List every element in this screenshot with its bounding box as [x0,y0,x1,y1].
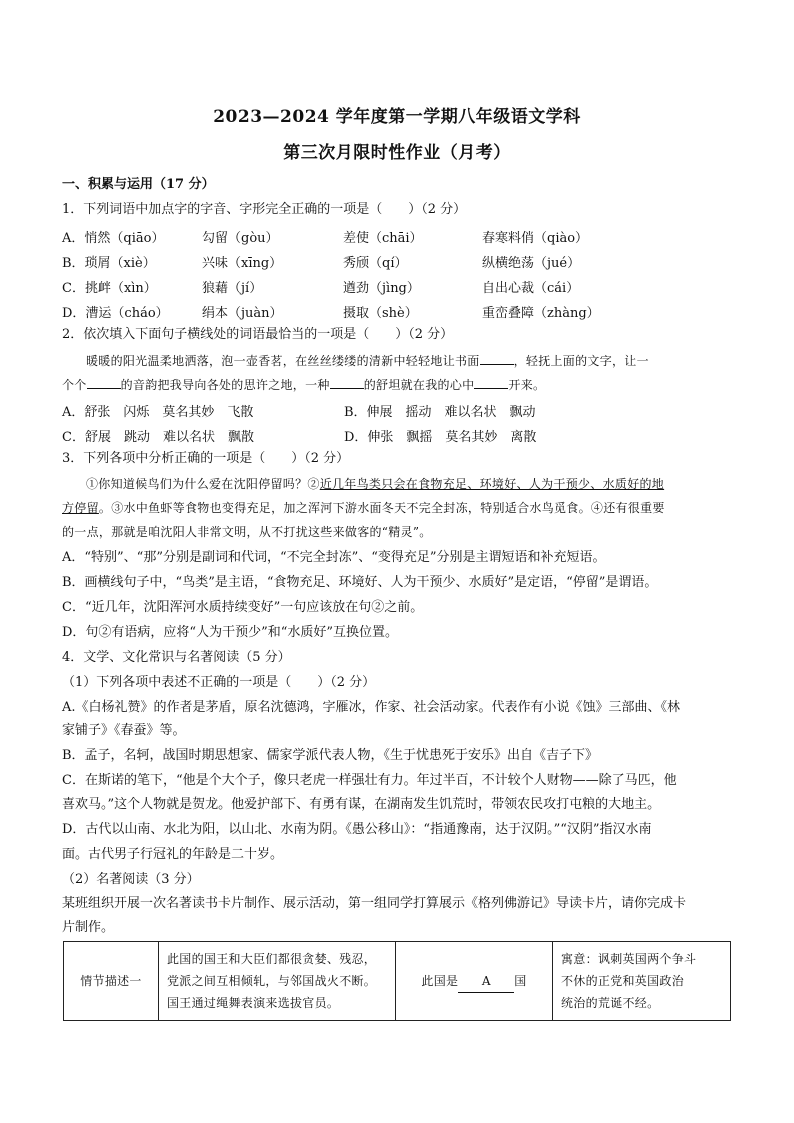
question-3-option-b: B．画横线句子中，“鸟类”是主语，“食物充足、环境好、人为干预少、水质好”是定语，“停留”是谓语。 [62,575,658,590]
passage-text: 的音韵把我导向各处的思许之地，一种 [120,378,330,392]
option-word: 纵横绝荡（jué） [482,256,581,271]
fill-blank [87,376,121,389]
passage-text: 。③水中鱼虾等食物也变得充足，加之浑河下游水面冬天不完全封冻，特别适合水鸟觅食。④还有很重要 [98,501,665,515]
question-2-passage-line2 [62,376,734,393]
question-1-stem: 1．下列词语中加点字的字音、字形完全正确的一项是（ ）（2 分） [62,202,467,217]
question-4-sub2: （2）名著阅读（3 分） [62,872,200,887]
question-4-option-a-line1: A.《白杨礼赞》的作者是茅盾，原名沈德鸿，字雁冰，作家、社会活动家。代表作有小说《蚀》三部曲、《林 [62,700,681,715]
exam-title-line2: 第三次月限时性作业（月考） [283,143,511,163]
option-word: 遒劲（jìng） [343,281,420,296]
question-2-passage-line1 [62,352,734,369]
question-3-stem: 3．下列各项中分析正确的一项是（ ）（2 分） [62,451,350,466]
question-4-option-b: B．孟子，名轲，战国时期思想家、儒家学派代表人物，《生于忧患死于安乐》出自《吉子下》 [62,748,599,763]
option-word: B．琐屑（xiè） [62,256,156,271]
option-d: D．伸张 飘摇 莫名其妙 离散 [344,430,537,445]
passage-text: 的舒坦就在我的心中 [363,378,475,392]
question-3-passage-line3: 的一点，那就是咱沈阳人非常文明，从不打扰这些来做客的“精灵”。 [62,525,432,539]
passage-text: 个个 [62,378,87,392]
option-word: 秀颀（qí） [343,256,408,271]
question-4-option-c-line2: 喜欢马。”这个人物就是贺龙。他爱护部下、有勇有谋，在湖南发生饥荒时，带领农民攻打屯粮的大地主。 [62,797,661,812]
question-2-stem: 2．依次填入下面句子横线处的词语最恰当的一项是（ ）（2 分） [62,327,454,342]
meaning-line: 统治的荒诞不经。 [561,996,660,1010]
section-heading: 一、积累与运用（17 分） [62,177,215,192]
question-4-option-c-line1: C．在斯诺的笔下，“他是个大个子，像只老虎一样强壮有力。年过半百，不计较个人财物——除了马匹，他 [62,773,677,788]
fill-blank [330,376,364,389]
question-2-options-row2 [62,426,734,445]
question-1-option-d [62,302,734,321]
option-word: 差使（chāi） [343,231,423,246]
fill-blank [480,352,514,365]
passage-text: ，轻抚上面的文字，让一 [513,354,649,368]
option-c: C．舒展 跳动 难以名状 飘散 [62,430,254,445]
question-1-option-b [62,252,734,271]
reading-card-table [63,941,731,1021]
option-word: 摄取（shè） [343,306,418,321]
fill-blank [474,376,508,389]
option-word: D．漕运（cháo） [62,306,169,321]
passage-text: ①你知道候鸟们为什么爱在沈阳停留吗？② [86,477,320,491]
option-word: 狼藉（jí） [202,281,263,296]
plot-description-line: 党派之间互相倾轧，与邻国战火不断。 [167,974,377,988]
option-word: 勾留（gòu） [202,231,279,246]
answer-blank-a: A [458,970,514,993]
question-4-intro-line2: 片制作。 [62,920,115,935]
meaning-line: 寓意：讽刺英国两个争斗 [561,952,697,966]
answer-suffix: 国 [514,973,527,988]
question-3-passage-line2 [62,500,734,516]
option-word: 自出心裁（cái） [482,281,580,296]
passage-text: 开来。 [508,378,546,392]
question-3-option-a: A．“特别”、“那”分别是副词和代词，“不完全封冻”、“变得充足”分别是主谓短语和补充短语。 [62,550,606,565]
option-word: 重峦叠障（zhàng） [482,306,600,321]
underlined-sentence: 近几年鸟类只会在食物充足、环境好、人为干预少、水质好的地 [319,477,665,491]
option-word: A．悄然（qiāo） [62,231,165,246]
passage-text: 暖暖的阳光温柔地洒落，泡一壶香茗，在丝丝缕缕的清新中轻轻地让书面 [86,354,480,368]
question-2-options-row1 [62,401,734,420]
meaning-line: 不休的正党和英国政治 [561,974,685,988]
option-b: B．伸展 摇动 难以名状 飘动 [344,405,536,420]
question-3-passage-line1 [62,476,734,492]
table-row [64,942,731,1021]
option-word: 春寒料俏（qiào） [482,231,589,246]
question-1-option-c [62,277,734,296]
question-4-option-d-line2: 面。古代男子行冠礼的年龄是二十岁。 [62,847,284,862]
question-3-option-d: D．句②有语病，应将“人为干预少”和“水质好”互换位置。 [62,625,399,640]
plot-description-line: 国王通过绳舞表演来选拔官员。 [167,996,340,1010]
question-4-option-a-line2: 家铺子》《春蚕》等。 [62,723,186,738]
underlined-sentence: 方停留 [62,501,99,515]
country-answer-cell [396,942,553,1021]
question-3-option-c: C．“近几年，沈阳浑河水质持续变好”一句应该放在句②之前。 [62,600,424,615]
question-4-stem: 4．文学、文化常识与名著阅读（5 分） [62,650,291,665]
question-4-sub1: （1）下列各项中表述不正确的一项是（ ）（2 分） [62,675,376,690]
question-4-intro-line1: 某班组织开展一次名著读书卡片制作、展示活动，第一组同学打算展示《格列佛游记》导读卡片，请你完成卡 [62,896,687,911]
meaning-cell [553,942,731,1021]
plot-label-cell: 情节描述一 [64,942,159,1021]
option-word: C．挑衅（xìn） [62,281,157,296]
plot-description-cell [159,942,396,1021]
option-word: 绢本（juàn） [202,306,283,321]
question-4-option-d-line1: D．古代以山南、水北为阳，以山北、水南为阴。《愚公移山》：“指通豫南，达于汉阴。”“汉阴”指汉水南 [62,822,652,837]
question-1-option-a [62,227,734,246]
option-a: A．舒张 闪烁 莫名其妙 飞散 [62,405,254,420]
exam-title-line1: 2023—2024 学年度第一学期八年级语文学科 [213,107,581,127]
answer-prefix: 此国是 [421,973,459,988]
plot-description-line: 此国的国王和大臣们都很贪婪、残忍， [167,952,377,966]
option-word: 兴味（xīng） [202,256,283,271]
